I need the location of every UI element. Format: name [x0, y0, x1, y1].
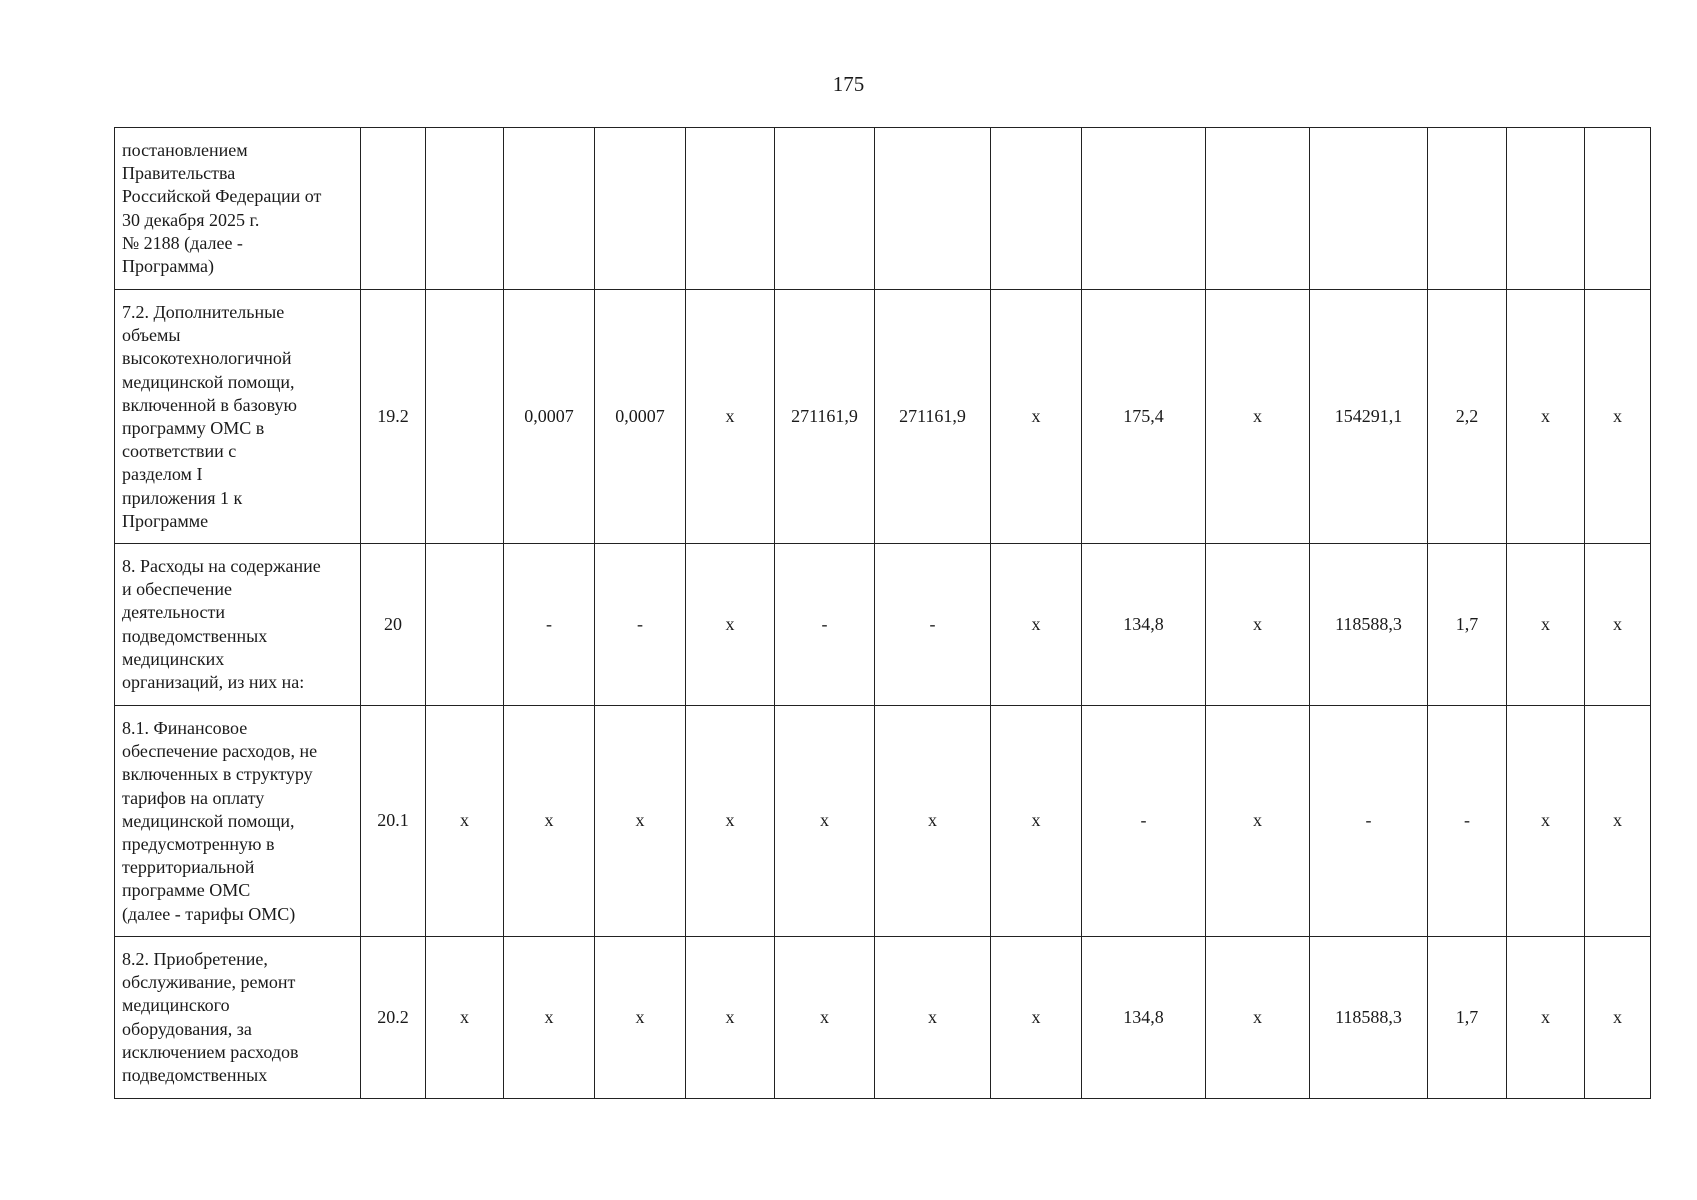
table-cell: [426, 290, 504, 544]
row-description: 8.2. Приобретение, обслуживание, ремонт медицинского оборудования, за исключением расходов подведомственных: [115, 937, 361, 1099]
table-cell: x: [1585, 290, 1651, 544]
table-cell: -: [875, 544, 991, 706]
table-cell: [686, 128, 775, 290]
table-cell: x: [1206, 290, 1310, 544]
table-cell: x: [686, 937, 775, 1099]
table-cell: x: [595, 937, 686, 1099]
table-cell: 271161,9: [775, 290, 875, 544]
table-cell: [1428, 128, 1507, 290]
table-cell: [1507, 128, 1585, 290]
table-cell: [875, 128, 991, 290]
table-cell: x: [426, 706, 504, 937]
table-cell: x: [504, 706, 595, 937]
table-cell: x: [991, 290, 1082, 544]
table-row: [115, 290, 1651, 544]
table-cell: x: [775, 937, 875, 1099]
table-cell: x: [775, 706, 875, 937]
table-cell: x: [1585, 706, 1651, 937]
table-cell: [426, 128, 504, 290]
table-row: [115, 937, 1651, 1099]
table-cell: x: [1507, 290, 1585, 544]
table-cell: [775, 128, 875, 290]
table-cell: [1082, 128, 1206, 290]
table-cell: 154291,1: [1310, 290, 1428, 544]
row-description: 8.1. Финансовое обеспечение расходов, не включенных в структуру тарифов на оплату медицинской помощи, предусмотренную в территориальной программе ОМС (далее - тарифы ОМС): [115, 706, 361, 937]
table-cell: x: [686, 706, 775, 937]
row-description: постановлением Правительства Российской Федерации от 30 декабря 2025 г. № 2188 (далее - Программа): [115, 128, 361, 290]
table-cell: x: [686, 544, 775, 706]
table-cell: -: [504, 544, 595, 706]
table-cell: -: [595, 544, 686, 706]
table-row: [115, 544, 1651, 706]
table-cell: [595, 128, 686, 290]
row-description: 7.2. Дополнительные объемы высокотехнологичной медицинской помощи, включенной в базовую программу ОМС в соответствии с разделом I приложения 1 к Программе: [115, 290, 361, 544]
table-cell: -: [1428, 706, 1507, 937]
table-row: [115, 128, 1651, 290]
row-description: 8. Расходы на содержание и обеспечение деятельности подведомственных медицинских организаций, из них на:: [115, 544, 361, 706]
table-cell: x: [991, 706, 1082, 937]
table-cell: 134,8: [1082, 937, 1206, 1099]
table-cell: x: [1585, 937, 1651, 1099]
table-cell: 0,0007: [504, 290, 595, 544]
table-cell: x: [875, 706, 991, 937]
row-number-cell: 20.2: [361, 937, 426, 1099]
table-cell: 1,7: [1428, 937, 1507, 1099]
table-cell: -: [1310, 706, 1428, 937]
table-cell: 2,2: [1428, 290, 1507, 544]
table-cell: x: [595, 706, 686, 937]
row-number-cell: 19.2: [361, 290, 426, 544]
table-cell: 118588,3: [1310, 544, 1428, 706]
table-cell: x: [991, 937, 1082, 1099]
table-cell: 1,7: [1428, 544, 1507, 706]
table-cell: [1310, 128, 1428, 290]
table-cell: 0,0007: [595, 290, 686, 544]
table-cell: x: [426, 937, 504, 1099]
table-cell: x: [1206, 706, 1310, 937]
table-cell: x: [991, 544, 1082, 706]
table-cell: [504, 128, 595, 290]
table-cell: x: [504, 937, 595, 1099]
row-number-cell: 20: [361, 544, 426, 706]
data-table: [114, 127, 1651, 1099]
row-number-cell: [361, 128, 426, 290]
table-cell: x: [686, 290, 775, 544]
table-cell: -: [1082, 706, 1206, 937]
table-cell: 118588,3: [1310, 937, 1428, 1099]
table-cell: [426, 544, 504, 706]
table-cell: x: [1206, 544, 1310, 706]
row-number-cell: 20.1: [361, 706, 426, 937]
table-cell: x: [1585, 544, 1651, 706]
table-cell: 271161,9: [875, 290, 991, 544]
table-cell: [1585, 128, 1651, 290]
table-cell: [991, 128, 1082, 290]
table-cell: x: [1206, 937, 1310, 1099]
table-cell: 175,4: [1082, 290, 1206, 544]
table-cell: 134,8: [1082, 544, 1206, 706]
table-cell: x: [1507, 937, 1585, 1099]
table-cell: x: [1507, 706, 1585, 937]
table-cell: [1206, 128, 1310, 290]
page-number: 175: [832, 72, 865, 96]
table-row: [115, 706, 1651, 937]
table-cell: x: [875, 937, 991, 1099]
table-cell: -: [775, 544, 875, 706]
table-cell: x: [1507, 544, 1585, 706]
